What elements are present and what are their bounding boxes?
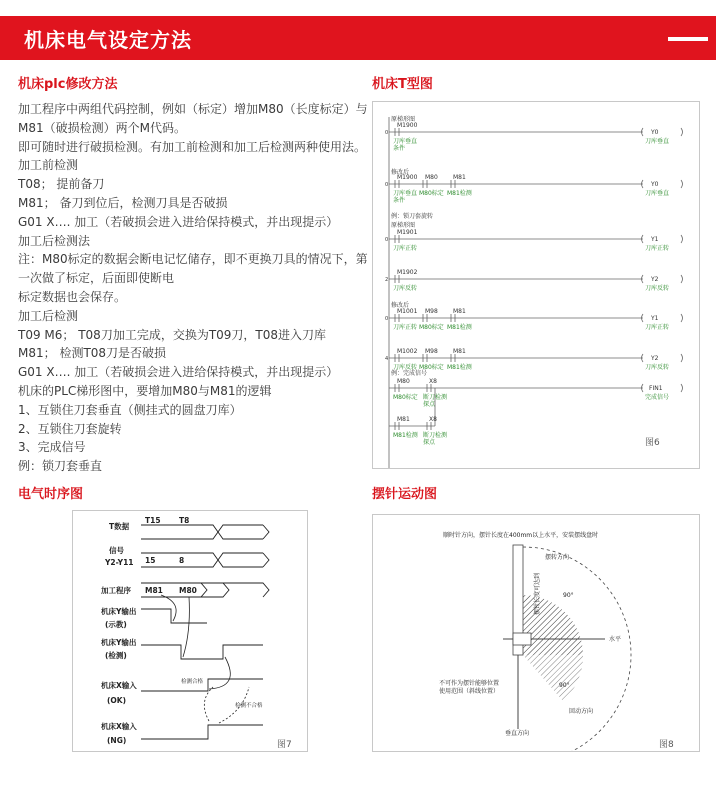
body-line: T08； 提前备刀 <box>18 177 105 192</box>
contact-label: M80标定 <box>419 364 444 371</box>
coil-address: FIN1 <box>649 385 663 392</box>
timing-value: 15 <box>145 556 156 565</box>
timing-row-label: 机床Y输出 <box>101 638 137 647</box>
move-direction-label: 回动方向 <box>569 708 594 715</box>
plc-section-title: 机床plc修改方法 <box>18 77 118 92</box>
figure-label: 图7 <box>277 740 292 750</box>
contact-label: M81检测 <box>447 364 472 371</box>
figure-label: 图8 <box>659 740 674 750</box>
contact-label: M81检测 <box>447 190 472 197</box>
body-line: 加工前检测 <box>18 158 79 173</box>
body-line: M81； 检测T08刀是否破损 <box>18 346 167 361</box>
body-line: 注：M80标定的数据会断电记忆储存，即不更换刀具的情况下，第 <box>18 252 368 267</box>
ladder-heading: 例：完成信号 <box>391 370 428 377</box>
contact-label: 条件 <box>393 197 406 204</box>
contact-address: X8 <box>429 416 437 423</box>
contact-address: M1900 <box>397 174 418 181</box>
timing-value: 8 <box>179 556 185 565</box>
ladder-section-title: 机床T型图 <box>372 77 433 92</box>
contact-address: M81 <box>453 174 466 181</box>
page-title: 机床电气设定方法 <box>24 28 192 52</box>
ladder-heading: 原梯形图 <box>391 222 416 229</box>
limit-note: 使用范围（斜线位置） <box>439 688 500 695</box>
contact-address: M1901 <box>397 229 418 236</box>
coil-address: Y0 <box>651 181 659 188</box>
contact-label: M81检测 <box>447 324 472 331</box>
body-line: G01 X…. 加工（若破损会进入进给保持模式，并出现提示） <box>18 365 339 380</box>
ladder-heading: 修改后 <box>391 302 410 309</box>
contact-label: 刀库反转 <box>393 364 418 371</box>
body-line: 2、互锁住刀套旋转 <box>18 421 122 436</box>
rung-number: 0 <box>385 182 389 188</box>
timing-value: T15 <box>145 516 161 525</box>
coil-address: Y2 <box>651 355 659 362</box>
contact-label: 刀库正转 <box>393 324 418 331</box>
rung-number: 4 <box>385 356 389 362</box>
figure-label: 图6 <box>645 438 660 448</box>
contact-label: 探点 <box>423 439 436 446</box>
timing-row-label: 机床X输入 <box>101 681 137 690</box>
plc-body-text <box>18 100 368 476</box>
contact-address: X8 <box>429 378 437 385</box>
ladder-diagram-panel <box>372 101 700 469</box>
body-line: 3、完成信号 <box>18 440 86 455</box>
contact-label: 刀库反转 <box>393 285 418 292</box>
contact-address: M80 <box>425 174 438 181</box>
horizontal-label: 水平 <box>609 636 622 643</box>
angle-label: 90° <box>559 682 570 689</box>
contact-label: M80标定 <box>393 394 418 401</box>
timing-row-label: (NG) <box>107 736 127 745</box>
contact-label: M81检测 <box>393 432 418 439</box>
coil-address: Y1 <box>651 236 659 243</box>
coil-label: 刀库垂直 <box>645 190 670 197</box>
contact-address: M98 <box>425 348 438 355</box>
contact-address: M1900 <box>397 122 418 129</box>
timing-note: 检测合格 <box>181 679 204 685</box>
timing-value: M80 <box>179 586 197 595</box>
coil-address: Y1 <box>651 315 659 322</box>
coil-label: 刀库垂直 <box>645 138 670 145</box>
body-line: 1、互锁住刀套垂直（侧挂式的圆盘刀库） <box>18 402 242 417</box>
contact-label: 刀库正转 <box>393 245 418 252</box>
swing-diagram <box>373 515 699 751</box>
body-line: G01 X…. 加工（若破损会进入进给保持模式，并出现提示） <box>18 214 339 229</box>
timing-diagram-panel <box>72 510 308 752</box>
ladder-heading: 例：锁刀套旋转 <box>391 213 434 220</box>
timing-row-label: T数据 <box>109 522 130 531</box>
timing-row-label: 加工程序 <box>101 586 131 595</box>
rung-number: 2 <box>385 277 389 283</box>
timing-diagram <box>73 511 307 751</box>
swing-note: 顺时针方向，摆针长度在400mm以上水平，安装摆线盘时 <box>443 532 599 539</box>
contact-label: 探点 <box>423 401 436 408</box>
coil-address: Y0 <box>651 129 659 136</box>
body-line: 机床的PLC梯形图中，要增加M80与M81的逻辑 <box>18 383 272 398</box>
contact-label: 刀库垂直 <box>393 138 418 145</box>
rung-number: 0 <box>385 316 389 322</box>
body-line: 例：锁刀套垂直 <box>18 459 103 474</box>
coil-label: 刀库反转 <box>645 285 670 292</box>
timing-value: M81 <box>145 586 163 595</box>
swing-direction-label: 摆转方向 <box>545 554 570 561</box>
coil-label: 刀库正转 <box>645 324 670 331</box>
ladder-diagram <box>373 102 699 468</box>
rung-number: 0 <box>385 237 389 243</box>
body-line: M81； 备刀到位后，检测刀具是否破损 <box>18 195 228 210</box>
timing-value: T8 <box>179 516 190 525</box>
contact-label: M80标定 <box>419 190 444 197</box>
timing-row-label: (示教) <box>105 620 127 629</box>
limit-note: 不可作为摆针能够位置 <box>439 680 500 687</box>
timing-row-label: (检测) <box>105 651 127 660</box>
contact-label: 条件 <box>393 145 406 152</box>
contact-address: M1001 <box>397 308 418 315</box>
timing-row-label: 信号 <box>109 546 124 555</box>
contact-address: M80 <box>397 378 410 385</box>
timing-row-label: Y2-Y11 <box>105 558 134 567</box>
coil-label: 完成信号 <box>645 394 670 401</box>
body-line: T09 M6； T08刀加工完成，交换为T09刀，T08进入刀库 <box>18 327 327 342</box>
rung-number: 0 <box>385 130 389 136</box>
coil-label: 刀库反转 <box>645 364 670 371</box>
ladder-heading: 修改后 <box>391 169 410 176</box>
contact-label: 断刀检测 <box>423 394 448 401</box>
coil-address: Y2 <box>651 276 659 283</box>
body-line: 加工后检测 <box>18 308 79 323</box>
timing-section-title: 电气时序图 <box>18 487 84 502</box>
contact-label: 刀库垂直 <box>393 190 418 197</box>
timing-row-label: (OK) <box>107 696 127 705</box>
timing-row-label: 机床X输入 <box>101 722 137 731</box>
swing-section-title: 摆针运动图 <box>372 487 438 502</box>
swing-diagram-panel <box>372 514 700 752</box>
contact-label: 断刀检测 <box>423 432 448 439</box>
body-line: 加工程序中两组代码控制，例如（标定）增加M80（长度标定）与 <box>18 102 368 116</box>
contact-address: M1902 <box>397 269 418 276</box>
contact-address: M1002 <box>397 348 418 355</box>
ladder-heading: 原梯形图 <box>391 116 416 123</box>
timing-row-label: 机床Y输出 <box>101 607 137 616</box>
timing-note: 检测不合格 <box>235 703 263 709</box>
title-banner <box>0 16 716 60</box>
body-line: 加工后检测法 <box>18 233 91 248</box>
vertical-probe-label: 摆针长度可达到 <box>534 572 541 615</box>
body-line: 标定数据也会保存。 <box>18 289 127 304</box>
vertical-direction-label: 垂直方向 <box>505 730 530 737</box>
banner-stripe <box>668 37 708 41</box>
coil-label: 刀库正转 <box>645 245 670 252</box>
contact-address: M98 <box>425 308 438 315</box>
contact-address: M81 <box>397 416 410 423</box>
body-line: 一次做了标定，后面即使断电 <box>18 271 175 286</box>
body-line: M81（破损检测）两个M代码。 <box>18 120 186 135</box>
contact-address: M81 <box>453 308 466 315</box>
contact-label: M80标定 <box>419 324 444 331</box>
angle-label: 90° <box>563 592 574 599</box>
contact-address: M81 <box>453 348 466 355</box>
body-line: 即可随时进行破损检测。有加工前检测和加工后检测两种使用法。 <box>18 139 367 154</box>
